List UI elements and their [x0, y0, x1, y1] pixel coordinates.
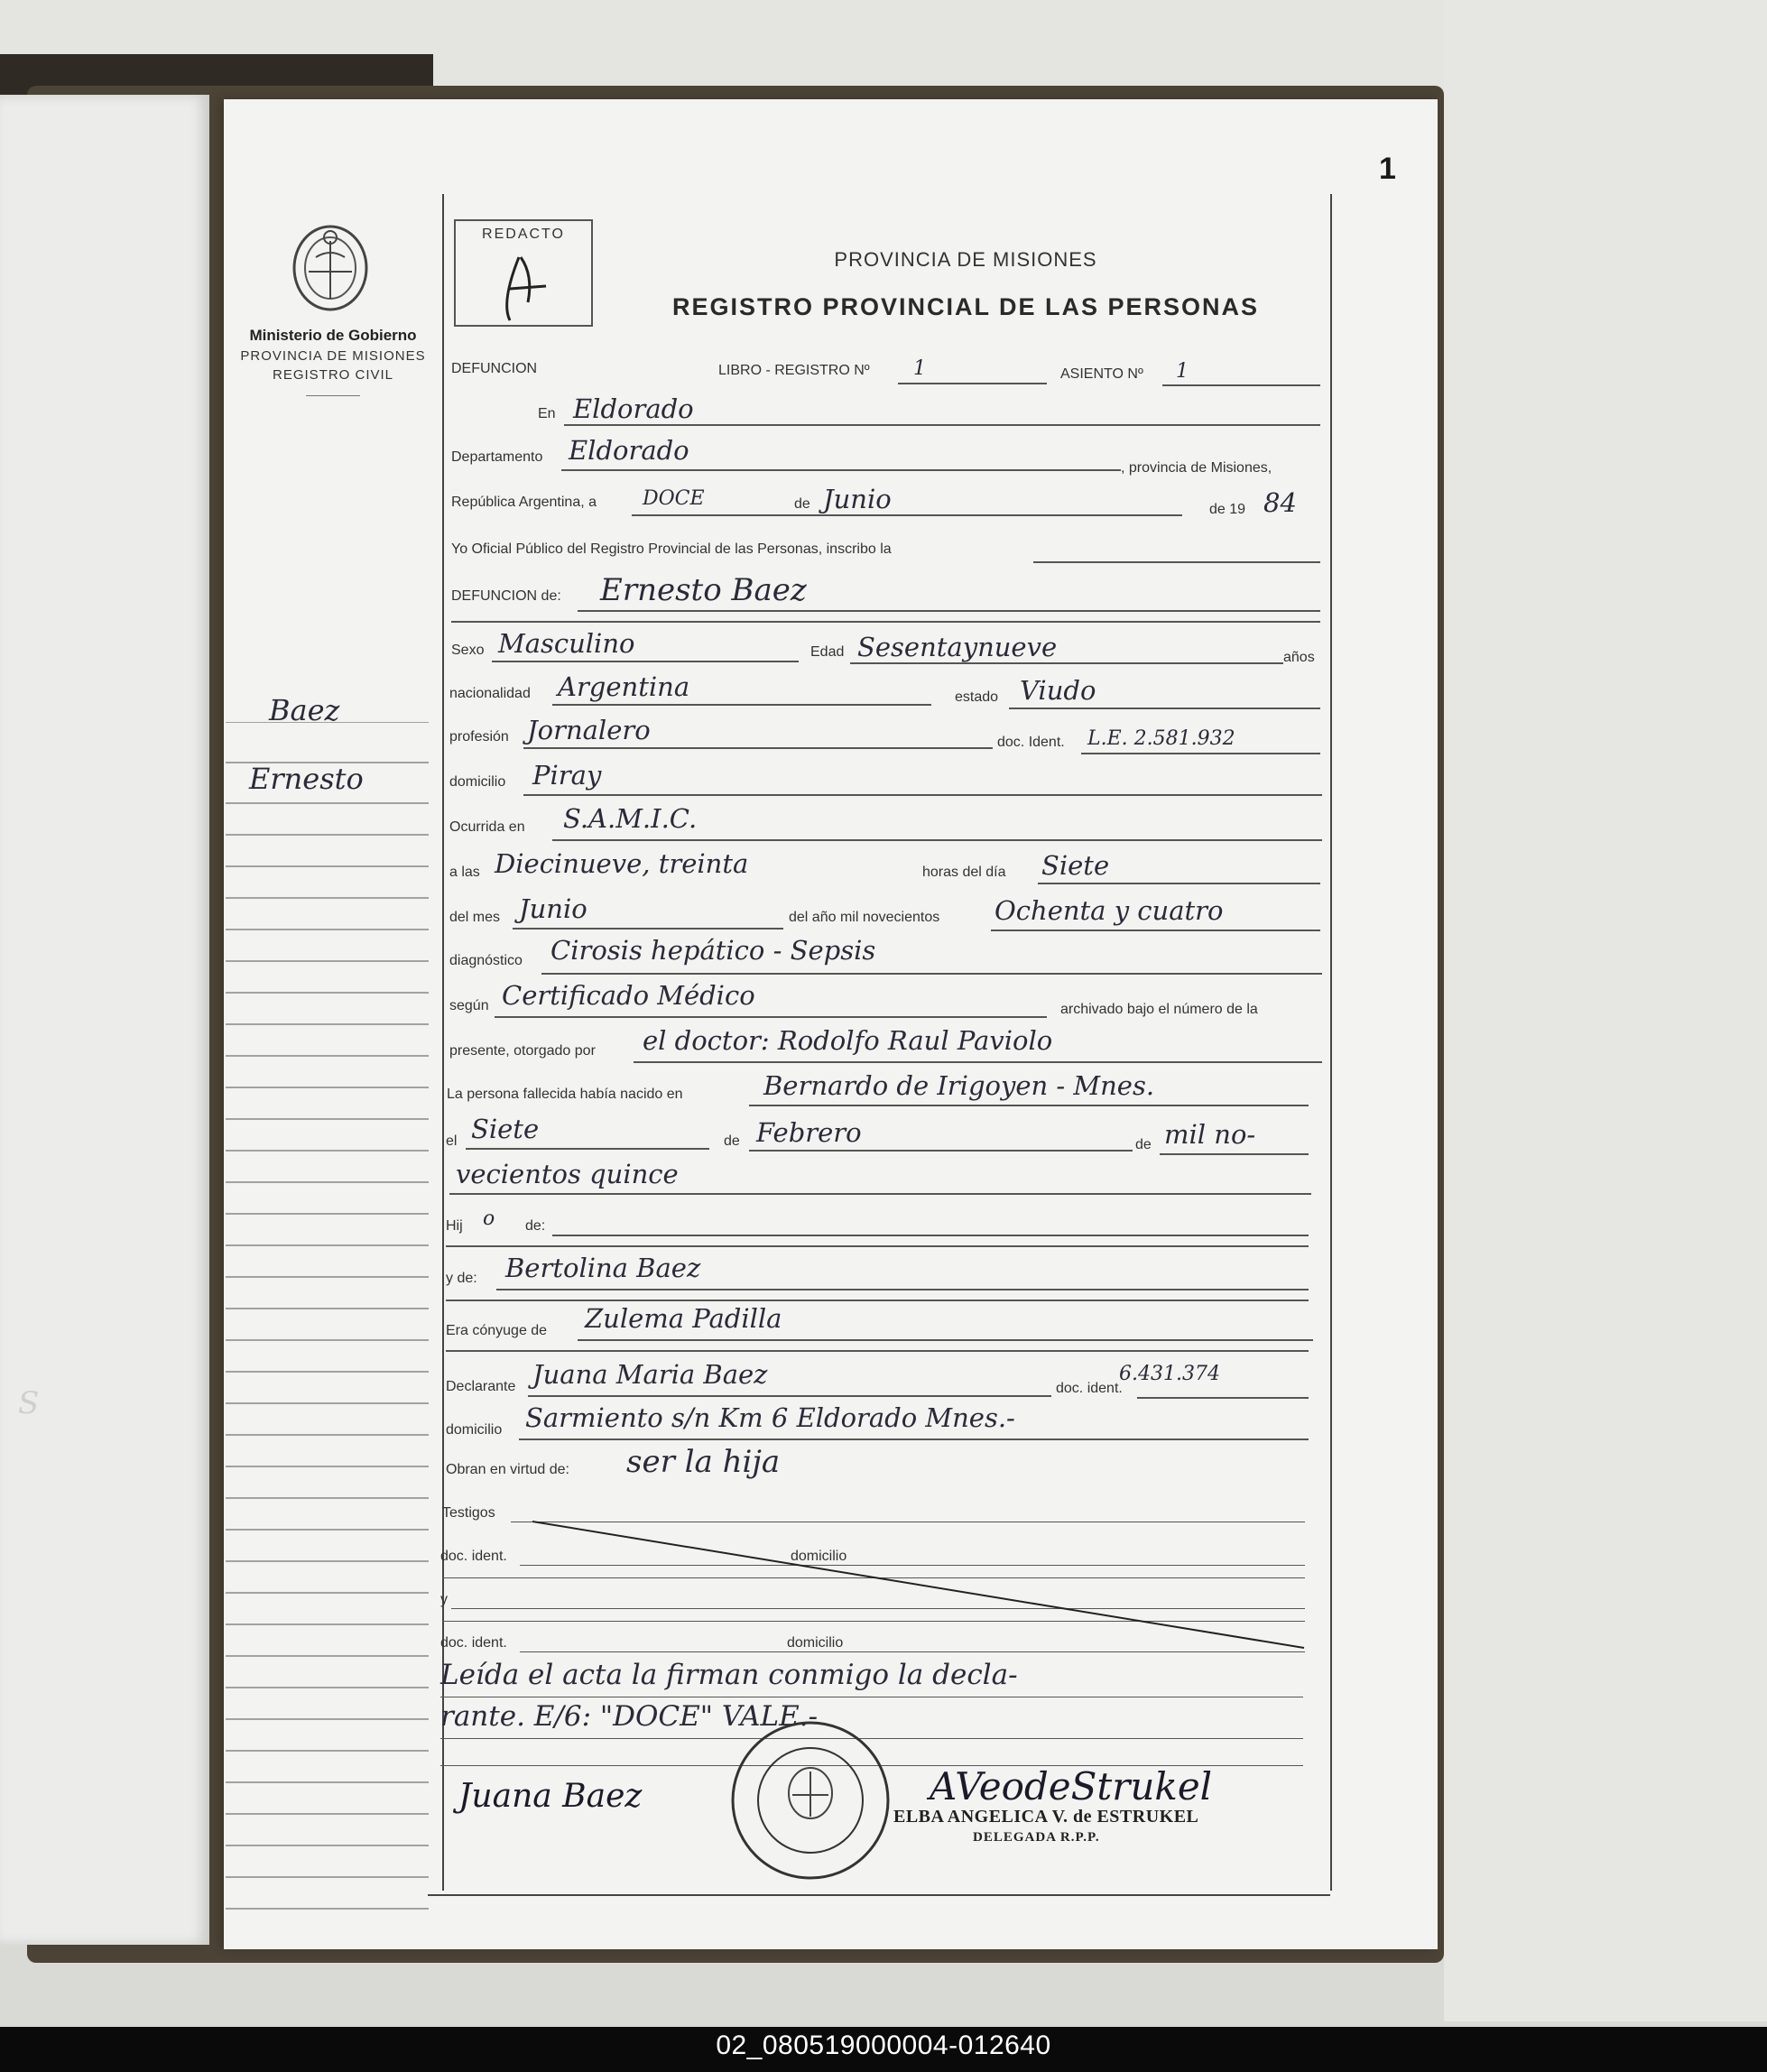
domicilio2-label: domicilio: [446, 1422, 503, 1438]
republica-label: República Argentina, a: [451, 495, 597, 510]
left-page: [0, 95, 209, 1945]
province-header: PROVINCIA DE MISIONES: [834, 248, 1097, 271]
field-line: [492, 661, 799, 662]
otorgado-value: el doctor: Rodolfo Raul Paviolo: [643, 1025, 1053, 1056]
field-line: [446, 1245, 1309, 1247]
hijo-de-label: de:: [525, 1218, 546, 1234]
ocurrida-value: S.A.M.I.C.: [563, 803, 698, 834]
coat-of-arms-icon: [289, 221, 372, 315]
field-line: [552, 704, 931, 706]
en-value: Eldorado: [573, 393, 694, 424]
conyuge-label: Era cónyuge de: [446, 1323, 548, 1338]
domicilio-value: Piray: [532, 760, 602, 791]
oficial-text: Yo Oficial Público del Registro Provincial de las Personas, inscribo la: [451, 541, 892, 557]
doc-ident-value: L.E. 2.581.932: [1087, 727, 1235, 750]
field-line: [446, 1350, 1309, 1352]
margin-given-name: Ernesto: [249, 762, 364, 796]
field-line: [1160, 1153, 1309, 1155]
profesion-value: Jornalero: [527, 715, 651, 745]
closing-line-2: rante. E/6: "DOCE" VALE.-: [440, 1700, 819, 1733]
field-line: [1033, 561, 1320, 563]
declarant-signature: Juana Baez: [458, 1778, 643, 1815]
field-line: [449, 1193, 1311, 1195]
provincia-suffix: , provincia de Misiones,: [1121, 460, 1272, 476]
departamento-value: Eldorado: [569, 435, 689, 466]
civil-registry-name: REGISTRO CIVIL: [272, 367, 394, 383]
field-line: [523, 747, 993, 749]
a-las-label: a las: [449, 865, 480, 880]
obran-value: ser la hija: [626, 1444, 781, 1480]
image-caption: 02_080519000004-012640: [716, 2030, 1051, 2060]
declarante-value: Juana Maria Baez: [532, 1359, 768, 1390]
field-line: [564, 424, 1320, 426]
ministry-name: Ministerio de Gobierno: [249, 327, 417, 344]
field-line: [1081, 753, 1320, 754]
domicilio4-label: domicilio: [787, 1635, 844, 1651]
nacido-label: La persona fallecida había nacido en: [447, 1087, 683, 1102]
libro-label: LIBRO - REGISTRO Nº: [718, 363, 870, 378]
mes-nac-value: Febrero: [756, 1117, 862, 1148]
departamento-label: Departamento: [451, 449, 543, 465]
strike-through-line: [532, 1520, 1309, 1651]
edad-value: Sesentaynueve: [857, 632, 1058, 662]
domicilio3-label: domicilio: [791, 1549, 847, 1564]
official-signature: AVeodeStrukel: [930, 1764, 1213, 1808]
field-line: [451, 621, 1320, 623]
field-line: [850, 662, 1283, 664]
anio-nac-value-1: mil no-: [1164, 1119, 1256, 1150]
asiento-value: 1: [1176, 360, 1189, 383]
field-line: [561, 469, 1121, 471]
field-line: [523, 794, 1322, 796]
nacido-value: Bernardo de Irigoyen - Mnes.: [763, 1070, 1155, 1101]
page-number: 1: [1379, 152, 1396, 186]
madre-value: Bertolina Baez: [505, 1253, 701, 1283]
registry-header: REGISTRO PROVINCIAL DE LAS PERSONAS: [671, 293, 1260, 320]
y-label: y: [440, 1592, 448, 1607]
diagnostico-label: diagnóstico: [449, 953, 523, 968]
doc-ident3-label: doc. ident.: [440, 1549, 507, 1564]
official-seal-icon: [729, 1719, 892, 1882]
doc-ident2-value: 6.431.374: [1119, 1363, 1220, 1385]
margin-ruled-lines: [221, 722, 429, 1913]
bleed-through-text: S: [18, 1385, 40, 1421]
field-line: [898, 383, 1047, 384]
field-line: [519, 1438, 1309, 1440]
fallecido-value: Ernesto Baez: [600, 572, 807, 608]
estado-value: Viudo: [1020, 675, 1096, 706]
dia-nac-value: Siete: [471, 1114, 540, 1144]
libro-value: 1: [913, 357, 926, 380]
official-role-stamp: DELEGADA R.P.P.: [973, 1830, 1100, 1845]
field-line: [634, 1061, 1322, 1063]
divider: [306, 395, 360, 396]
hijo-label: Hij: [446, 1218, 463, 1234]
redacto-label: REDACTO: [482, 227, 565, 242]
closing-line-1: Leída el acta la firman conmigo la decla-: [440, 1659, 1018, 1691]
field-line: [552, 1235, 1309, 1236]
redacto-box: [454, 219, 593, 327]
anios-label: años: [1283, 650, 1315, 665]
y-de-label: y de:: [446, 1271, 477, 1286]
de-label-2: de: [724, 1133, 740, 1149]
domicilio-label: domicilio: [449, 774, 506, 790]
estado-label: estado: [955, 689, 999, 705]
field-line: [513, 928, 783, 930]
segun-value: Certificado Médico: [502, 980, 755, 1011]
sexo-value: Masculino: [498, 628, 635, 659]
field-line: [749, 1105, 1309, 1106]
scan-background-right: [1444, 0, 1767, 2021]
field-line: [1009, 708, 1320, 709]
defuncion-de-label: DEFUNCION de:: [451, 588, 561, 604]
de-19-label: de 19: [1209, 502, 1246, 517]
de-label: de: [794, 496, 810, 512]
en-label: En: [538, 406, 556, 421]
diagnostico-value: Cirosis hepático - Sepsis: [550, 935, 876, 966]
field-line: [541, 973, 1322, 975]
hora-value: Diecinueve, treinta: [495, 848, 749, 879]
el-label: el: [446, 1133, 458, 1149]
asiento-label: ASIENTO Nº: [1060, 366, 1143, 382]
field-line: [1137, 1397, 1309, 1399]
field-line: [552, 839, 1322, 841]
sexo-label: Sexo: [451, 643, 485, 658]
field-line: [1038, 883, 1320, 884]
mes-value: Junio: [823, 484, 892, 514]
archivado-label: archivado bajo el número de la: [1060, 1002, 1258, 1017]
domicilio2-value: Sarmiento s/n Km 6 Eldorado Mnes.-: [525, 1402, 1015, 1433]
ministry-block: [229, 327, 437, 396]
margin-surname: Baez: [269, 693, 340, 727]
field-line: [749, 1150, 1133, 1152]
field-line: [1162, 384, 1320, 386]
presente-label: presente, otorgado por: [449, 1043, 596, 1059]
field-line: [496, 1289, 1309, 1290]
field-line: [466, 1148, 709, 1150]
ocurrida-label: Ocurrida en: [449, 819, 525, 835]
del-mes-label: del mes: [449, 910, 501, 925]
dia-value: DOCE: [643, 487, 705, 510]
anio-muerte-value: Ochenta y cuatro: [995, 895, 1224, 926]
obran-label: Obran en virtud de:: [446, 1462, 569, 1477]
field-line: [495, 1016, 1047, 1018]
doc-ident-label: doc. Ident.: [997, 735, 1065, 750]
field-line: [578, 1339, 1313, 1341]
testigos-label: Testigos: [442, 1505, 495, 1521]
edad-label: Edad: [810, 644, 845, 660]
mes-muerte-value: Junio: [519, 893, 587, 924]
doc-ident4-label: doc. ident.: [440, 1635, 507, 1651]
hijo-value: o: [483, 1207, 495, 1230]
province-name: PROVINCIA DE MISIONES: [240, 348, 426, 364]
profesion-label: profesión: [449, 729, 509, 745]
field-line: [446, 1300, 1309, 1301]
nacionalidad-value: Argentina: [558, 671, 690, 702]
nacionalidad-label: nacionalidad: [449, 686, 531, 701]
dia-muerte-value: Siete: [1041, 850, 1110, 881]
field-line: [991, 930, 1320, 931]
segun-label: según: [449, 998, 489, 1013]
horas-label: horas del día: [922, 865, 1006, 880]
anio-value: 84: [1263, 487, 1297, 518]
official-name-stamp: ELBA ANGELICA V. de ESTRUKEL: [893, 1807, 1199, 1827]
act-type-label: DEFUNCION: [451, 361, 538, 376]
doc-ident2-label: doc. ident.: [1056, 1381, 1123, 1396]
anio-nac-value-2: vecientos quince: [456, 1159, 679, 1189]
anio-mil-label: del año mil novecientos: [789, 910, 940, 925]
field-line: [578, 610, 1320, 612]
field-line: [520, 1651, 1305, 1652]
conyuge-value: Zulema Padilla: [585, 1303, 782, 1334]
de-label-3: de: [1135, 1137, 1152, 1152]
field-line: [528, 1395, 1051, 1397]
field-line: [632, 514, 1182, 516]
declarante-label: Declarante: [446, 1379, 516, 1394]
